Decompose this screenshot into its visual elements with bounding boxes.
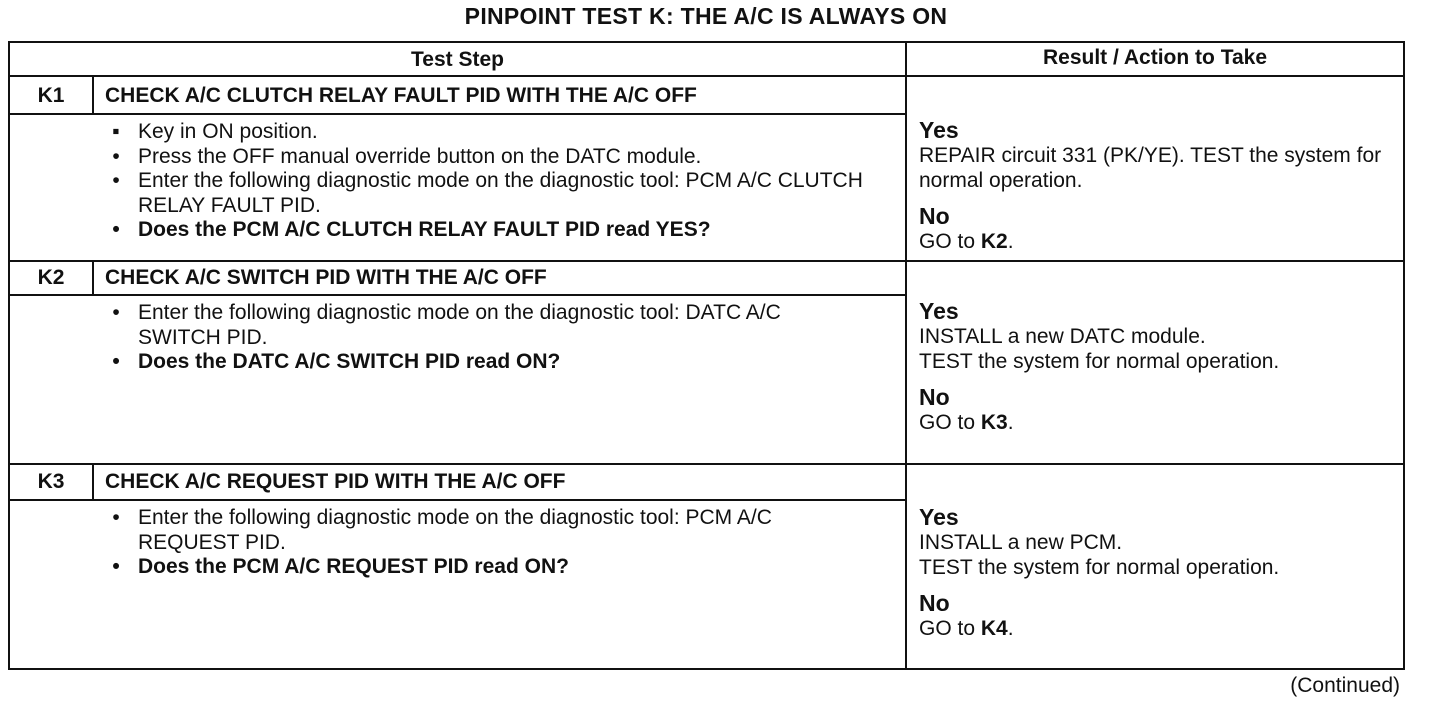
step-id-divider (92, 465, 94, 499)
step-heading-k1: CHECK A/C CLUTCH RELAY FAULT PID WITH THE A/C OFF (105, 84, 697, 107)
list-item: • Press the OFF manual override button on the DATC module. (112, 144, 702, 168)
step-question-k2: • Does the DATC A/C SWITCH PID read ON? (112, 350, 561, 373)
step-instructions-k1 (106, 120, 876, 243)
yes-action: TEST the system for normal operation. (919, 556, 1280, 579)
step-separator (10, 463, 1403, 465)
header-result-action: Result / Action to Take (1042, 46, 1268, 69)
step-separator (10, 260, 1403, 262)
step-question-k1: • Does the PCM A/C CLUTCH RELAY FAULT PID read YES? (112, 218, 711, 241)
list-item: • Enter the following diagnostic mode on the diagnostic tool: PCM A/C REQUEST PID. (112, 506, 772, 554)
step-id-k1: K1 (37, 84, 65, 107)
pinpoint-test-table (8, 41, 1405, 670)
yes-action: INSTALL a new DATC module. (919, 325, 1206, 348)
step-heading-k3: CHECK A/C REQUEST PID WITH THE A/C OFF (105, 470, 566, 493)
result-k3 (919, 504, 1399, 641)
step-heading-rule (10, 499, 905, 501)
yes-action: INSTALL a new PCM. (919, 531, 1123, 554)
no-action: GO to K3. (919, 411, 1014, 434)
step-id-divider (92, 262, 94, 294)
no-label: No (919, 203, 950, 229)
yes-label: Yes (919, 298, 959, 324)
yes-label: Yes (919, 504, 959, 530)
page-title: PINPOINT TEST K: THE A/C IS ALWAYS ON (464, 3, 948, 29)
list-item: ▪ Key in ON position. (112, 120, 318, 143)
result-k2 (919, 298, 1399, 435)
list-item: • Enter the following diagnostic mode on the diagnostic tool: DATC A/C SWITCH PID. (112, 301, 781, 349)
list-item: • Enter the following diagnostic mode on the diagnostic tool: PCM A/C CLUTCH RELAY FAULT PID. (112, 169, 863, 217)
yes-action: TEST the system for normal operation. (919, 350, 1280, 373)
step-instructions-k3 (106, 506, 876, 580)
step-id-divider (92, 77, 94, 113)
no-label: No (919, 384, 950, 410)
no-action: GO to K4. (919, 617, 1014, 640)
yes-label: Yes (919, 117, 959, 143)
no-label: No (919, 590, 950, 616)
column-divider (905, 43, 907, 668)
step-heading-rule (10, 294, 905, 296)
step-question-k3: • Does the PCM A/C REQUEST PID read ON? (112, 555, 569, 578)
result-k1 (919, 117, 1389, 254)
step-instructions-k2 (106, 301, 806, 375)
no-action: GO to K2. (919, 230, 1014, 253)
yes-action: REPAIR circuit 331 (PK/YE). TEST the system for normal operation. (919, 144, 1382, 192)
step-id-k3: K3 (37, 470, 65, 493)
header-test-step: Test Step (411, 48, 504, 71)
step-heading-rule (10, 113, 905, 115)
step-heading-k2: CHECK A/C SWITCH PID WITH THE A/C OFF (105, 266, 547, 289)
continued-note: (Continued) (1290, 674, 1400, 697)
header-rule (10, 75, 1403, 77)
step-id-k2: K2 (37, 266, 65, 289)
